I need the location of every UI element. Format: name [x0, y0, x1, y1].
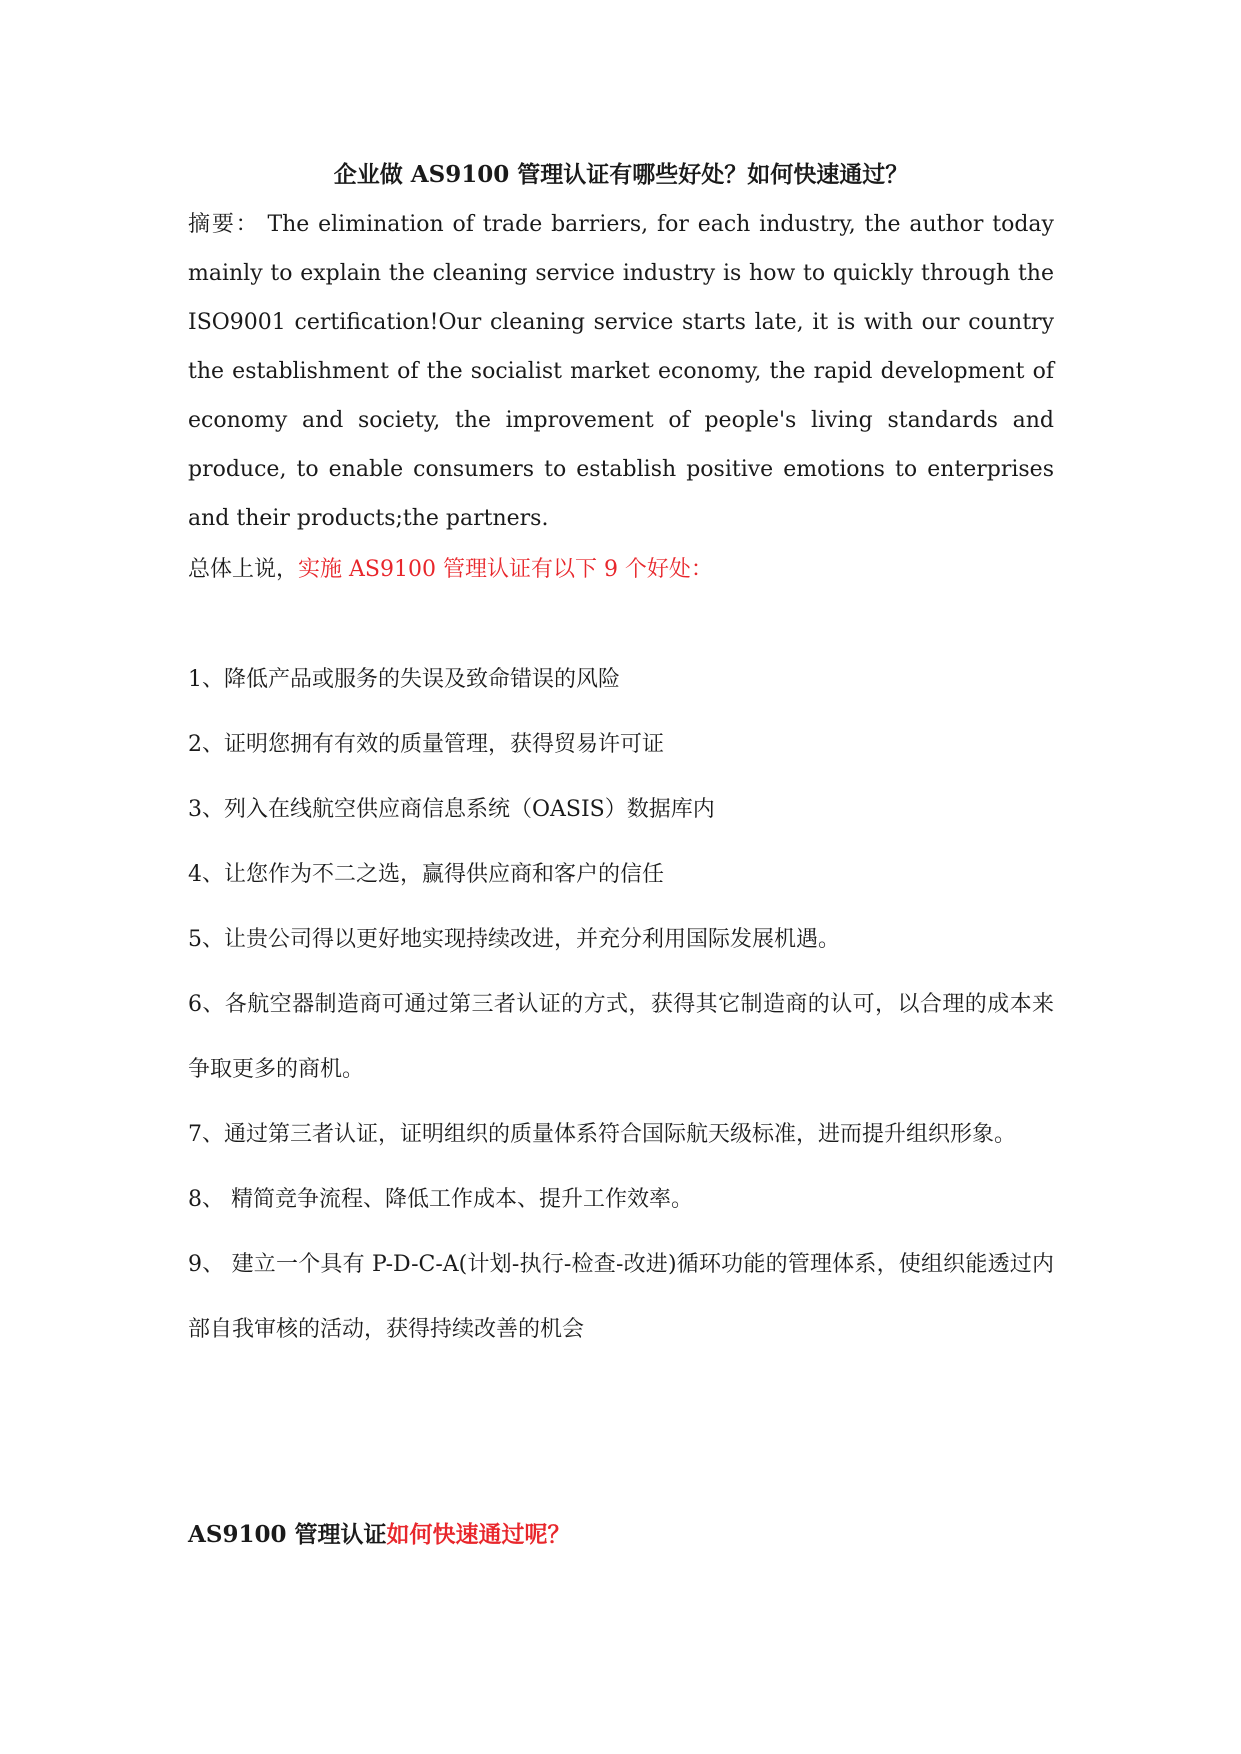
abstract-label: 摘要：	[188, 212, 260, 237]
abstract-paragraph	[188, 200, 1054, 543]
overview-prefix: 总体上说，	[188, 557, 299, 582]
list-item: 6、各航空器制造商可通过第三者认证的方式，获得其它制造商的认可，以合理的成本来争取更多的商机。	[188, 992, 1054, 1082]
list-item: 2、证明您拥有有效的质量管理，获得贸易许可证	[188, 732, 664, 757]
list-item: 9、 建立一个具有 P-D-C-A(计划-执行-检查-改进)循环功能的管理体系，使组织能透过内部自我审核的活动，获得持续改善的机会	[188, 1252, 1054, 1342]
abstract-text: The elimination of trade barriers, for each industry, the author today mainly to explain the cleaning service industry is how to quickly through the ISO9001 certification!Our cleaning service starts late, it is with our country the establishment of the socialist market economy, the rapid development of economy and society, the improvement of people's living standards and produce, to enable consumers to establish positive emotions to enterprises and their products;the partners.	[188, 212, 1054, 531]
document-title: 企业做 AS9100 管理认证有哪些好处？如何快速通过？	[333, 161, 909, 188]
list-item: 8、 精简竞争流程、降低工作成本、提升工作效率。	[188, 1187, 693, 1212]
benefits-list	[188, 647, 1054, 1362]
list-item: 7、通过第三者认证，证明组织的质量体系符合国际航天级标准，进而提升组织形象。	[188, 1122, 1016, 1147]
section-heading-highlight: 如何快速通过呢？	[386, 1521, 571, 1548]
overview-line	[188, 545, 713, 594]
list-item: 4、让您作为不二之选，赢得供应商和客户的信任	[188, 862, 664, 887]
list-item: 1、降低产品或服务的失误及致命错误的风险	[188, 667, 620, 692]
section-heading-prefix: AS9100 管理认证	[188, 1521, 387, 1548]
overview-highlight: 实施 AS9100 管理认证有以下 9 个好处：	[298, 557, 713, 582]
list-item: 3、列入在线航空供应商信息系统（OASIS）数据库内	[188, 797, 715, 822]
section-heading	[188, 1510, 570, 1560]
list-item: 5、让贵公司得以更好地实现持续改进，并充分利用国际发展机遇。	[188, 927, 840, 952]
document-content	[188, 150, 1054, 1548]
